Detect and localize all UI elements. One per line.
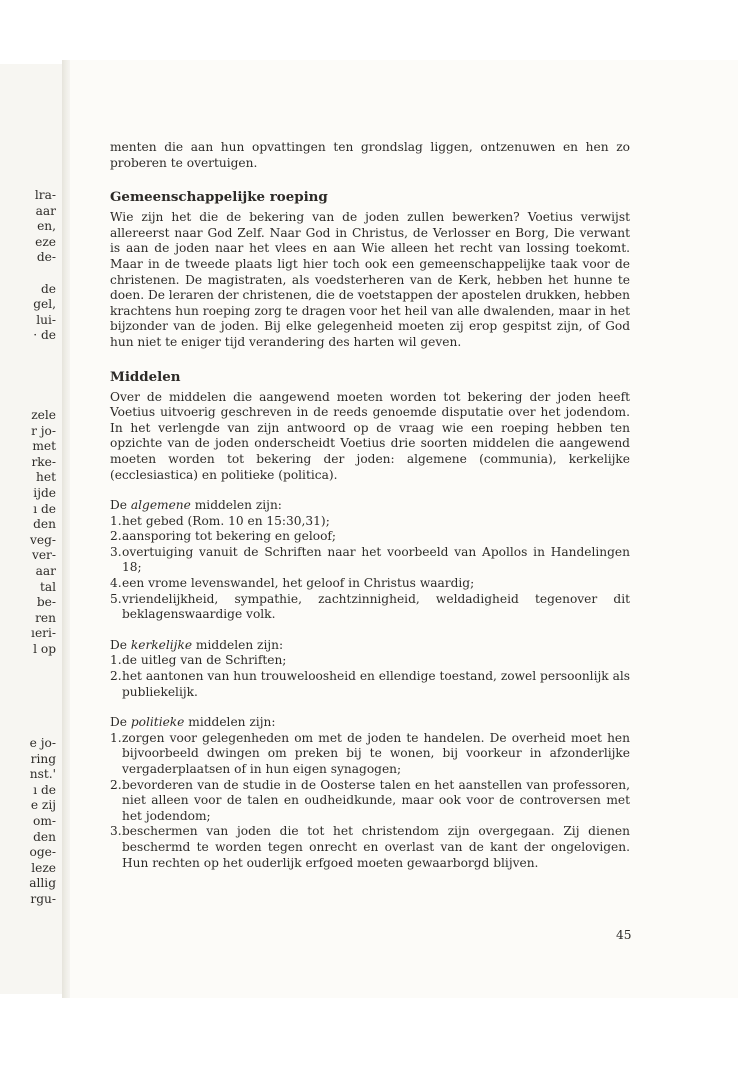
section-middelen-body: Over de middelen die aangewend moeten worden tot bekering der joden heeft Voetius uitvoerig geschreven in de reeds genoemde disputatie over het jodendom. In het verlengde van zijn antwoord op de vraag wie een roeping hebben ten opzichte van de joden onderscheidt Voetius drie soorten middelen die aangewend moeten worden tot bekering der joden: algemene (communia), kerkelijke (ecclesiastica) en politieke (politica). bbox=[110, 389, 630, 482]
left-page-fragment-group-1 bbox=[0, 188, 56, 344]
list-item bbox=[110, 592, 630, 623]
list-item-number: 2. bbox=[110, 777, 122, 792]
kerkelijke-lead bbox=[110, 638, 630, 654]
left-page-line: aar bbox=[35, 203, 56, 218]
left-page-line: zele bbox=[31, 408, 56, 422]
left-page-line: ver- bbox=[31, 548, 56, 563]
left-page-line: rgu- bbox=[30, 891, 56, 906]
algemene-list bbox=[110, 514, 630, 623]
list-item-number: 2. bbox=[110, 669, 122, 684]
list-item-number: 3. bbox=[110, 544, 122, 559]
list-item bbox=[110, 731, 630, 778]
list-item-number: 2. bbox=[110, 529, 122, 544]
list-item-text: de uitleg van de Schriften; bbox=[122, 653, 287, 668]
lead-prefix: De bbox=[110, 637, 131, 652]
left-page-line: ıeri- bbox=[31, 626, 56, 641]
left-page-line: gel, bbox=[33, 297, 56, 312]
list-item bbox=[110, 824, 630, 871]
left-page-line: lui- bbox=[36, 312, 56, 327]
list-item-text: aansporing tot bekering en geloof; bbox=[122, 529, 337, 544]
left-page-line: · de bbox=[33, 328, 56, 343]
section-roeping-body: Wie zijn het die de bekering van de joden zullen bewerken? Voetius verwijst allereerst naar God Zelf. Naar God in Christus, de Verlosser en Borg, Die verwant is aan de joden naar het vlees en aan Wie alleen het recht van lossing toekomt. Maar in de tweede plaats ligt hier toch ook een gemeenschappelijke taak voor de christenen. De magistraten, als voedsterheren van de Kerk, hebben het hunne te doen. De leraren der christenen, die de voetstappen der apostelen drukken, hebben krachtens hun roeping zorg te dragen voor het heil van alle dwalenden, maar in het bijzonder van de joden. Bij elke gelegenheid moeten zij erop gespitst zijn, of God hun niet te eniger tijd verandering des harten wil geven. bbox=[110, 210, 630, 349]
book-spine bbox=[62, 60, 70, 998]
list-item-number: 1. bbox=[110, 730, 122, 745]
left-page-line: ı de bbox=[33, 782, 56, 797]
left-page-line: l op bbox=[33, 641, 56, 656]
left-page-line: eze bbox=[35, 234, 56, 249]
left-page-line: r jo- bbox=[31, 423, 56, 438]
list-item-text: het gebed (Rom. 10 en 15:30,31); bbox=[122, 513, 330, 528]
list-item bbox=[110, 653, 630, 669]
list-item bbox=[110, 514, 630, 530]
left-page-line: ring bbox=[30, 751, 56, 766]
left-page-line: het bbox=[36, 470, 56, 485]
list-item-text: bevorderen van de studie in de Oosterse talen en het aanstellen van professoren, niet alleen voor de talen en oudheidkunde, maar ook voor de controversen met het jodendom; bbox=[122, 777, 630, 823]
politieke-list bbox=[110, 731, 630, 871]
left-facing-page bbox=[0, 64, 62, 994]
list-item bbox=[110, 529, 630, 545]
lead-suffix: middelen zijn: bbox=[192, 637, 284, 652]
list-item-text: vriendelijkheid, sympathie, zachtzinnigheid, weldadigheid tegenover dit beklagenswaardige volk. bbox=[122, 591, 630, 622]
list-item-text: beschermen van joden die tot het christendom zijn overgegaan. Zij dienen beschermd te worden tegen onrecht en overlast van de kant der ongelovigen. Hun rechten op het ouderlijk erfgoed moeten gewaarborgd blijven. bbox=[122, 824, 630, 870]
left-page-line bbox=[0, 266, 56, 282]
left-page-line: be- bbox=[36, 595, 56, 610]
lead-prefix: De bbox=[110, 498, 131, 513]
left-page-line: veg- bbox=[29, 532, 56, 547]
left-page-line: lra- bbox=[34, 188, 56, 202]
left-page-line: tal bbox=[39, 579, 56, 594]
left-page-line: e zij bbox=[30, 798, 56, 813]
list-item bbox=[110, 545, 630, 576]
left-page-line: den bbox=[33, 829, 56, 844]
lead-suffix: middelen zijn: bbox=[190, 498, 282, 513]
left-page-line: nst.' bbox=[29, 767, 56, 782]
left-page-line: rke- bbox=[31, 454, 56, 469]
section-heading-middelen: Middelen bbox=[110, 368, 181, 385]
algemene-lead bbox=[110, 498, 630, 514]
list-item-text: zorgen voor gelegenheden om met de joden te handelen. De overheid moet hen bijvoorbeeld dwingen om preken bij te wonen, bij voorkeur in afzonderlijke vergaderplaatsen of in hun eigen synagogen; bbox=[122, 730, 630, 776]
intro-paragraph: menten die aan hun opvattingen ten grondslag liggen, ontzenuwen en hen zo proberen te overtuigen. bbox=[110, 140, 630, 170]
lead-suffix: middelen zijn: bbox=[184, 715, 276, 730]
page-content bbox=[110, 140, 630, 871]
left-page-line: ren bbox=[35, 610, 56, 625]
left-page-line: met bbox=[32, 439, 56, 454]
left-page-line: leze bbox=[31, 860, 56, 875]
left-page-line: oge- bbox=[29, 845, 56, 860]
list-item-number: 1. bbox=[110, 653, 122, 668]
list-item-number: 3. bbox=[110, 824, 122, 839]
list-item bbox=[110, 778, 630, 825]
list-item-text: een vrome levenswandel, het geloof in Christus waardig; bbox=[122, 576, 475, 591]
left-page-line: aar bbox=[35, 563, 56, 578]
left-page-line: de bbox=[40, 281, 56, 296]
page-number: 45 bbox=[616, 928, 632, 942]
left-page-line: om- bbox=[32, 813, 56, 828]
left-page-fragment-group-2 bbox=[0, 408, 56, 658]
left-page-line: de- bbox=[36, 250, 56, 265]
kerkelijke-list bbox=[110, 653, 630, 700]
left-page-fragment-group-3 bbox=[0, 736, 56, 908]
list-item bbox=[110, 669, 630, 700]
list-item bbox=[110, 576, 630, 592]
lead-prefix: De bbox=[110, 715, 131, 730]
right-page bbox=[70, 60, 738, 998]
lead-term-algemene: algemene bbox=[130, 498, 191, 513]
lead-term-politieke: politieke bbox=[130, 715, 185, 730]
lead-term-kerkelijke: kerkelijke bbox=[130, 637, 193, 652]
left-page-line: ijde bbox=[33, 485, 56, 500]
left-page-line: allig bbox=[29, 876, 56, 891]
list-item-text: overtuiging vanuit de Schriften naar het voorbeeld van Apollos in Handelingen 18; bbox=[122, 544, 630, 575]
list-item-text: het aantonen van hun trouweloosheid en ellendige toestand, zowel persoonlijk als publiekelijk. bbox=[122, 669, 630, 699]
left-page-line: ı de bbox=[33, 501, 56, 516]
list-item-number: 5. bbox=[110, 591, 122, 606]
section-heading-roeping: Gemeenschappelijke roeping bbox=[110, 189, 328, 206]
politieke-lead bbox=[110, 715, 630, 731]
list-item-number: 1. bbox=[110, 513, 122, 528]
left-page-line: e jo- bbox=[29, 736, 56, 750]
list-item-number: 4. bbox=[110, 576, 122, 591]
left-page-line: den bbox=[33, 517, 56, 532]
left-page-line: en, bbox=[37, 219, 56, 234]
